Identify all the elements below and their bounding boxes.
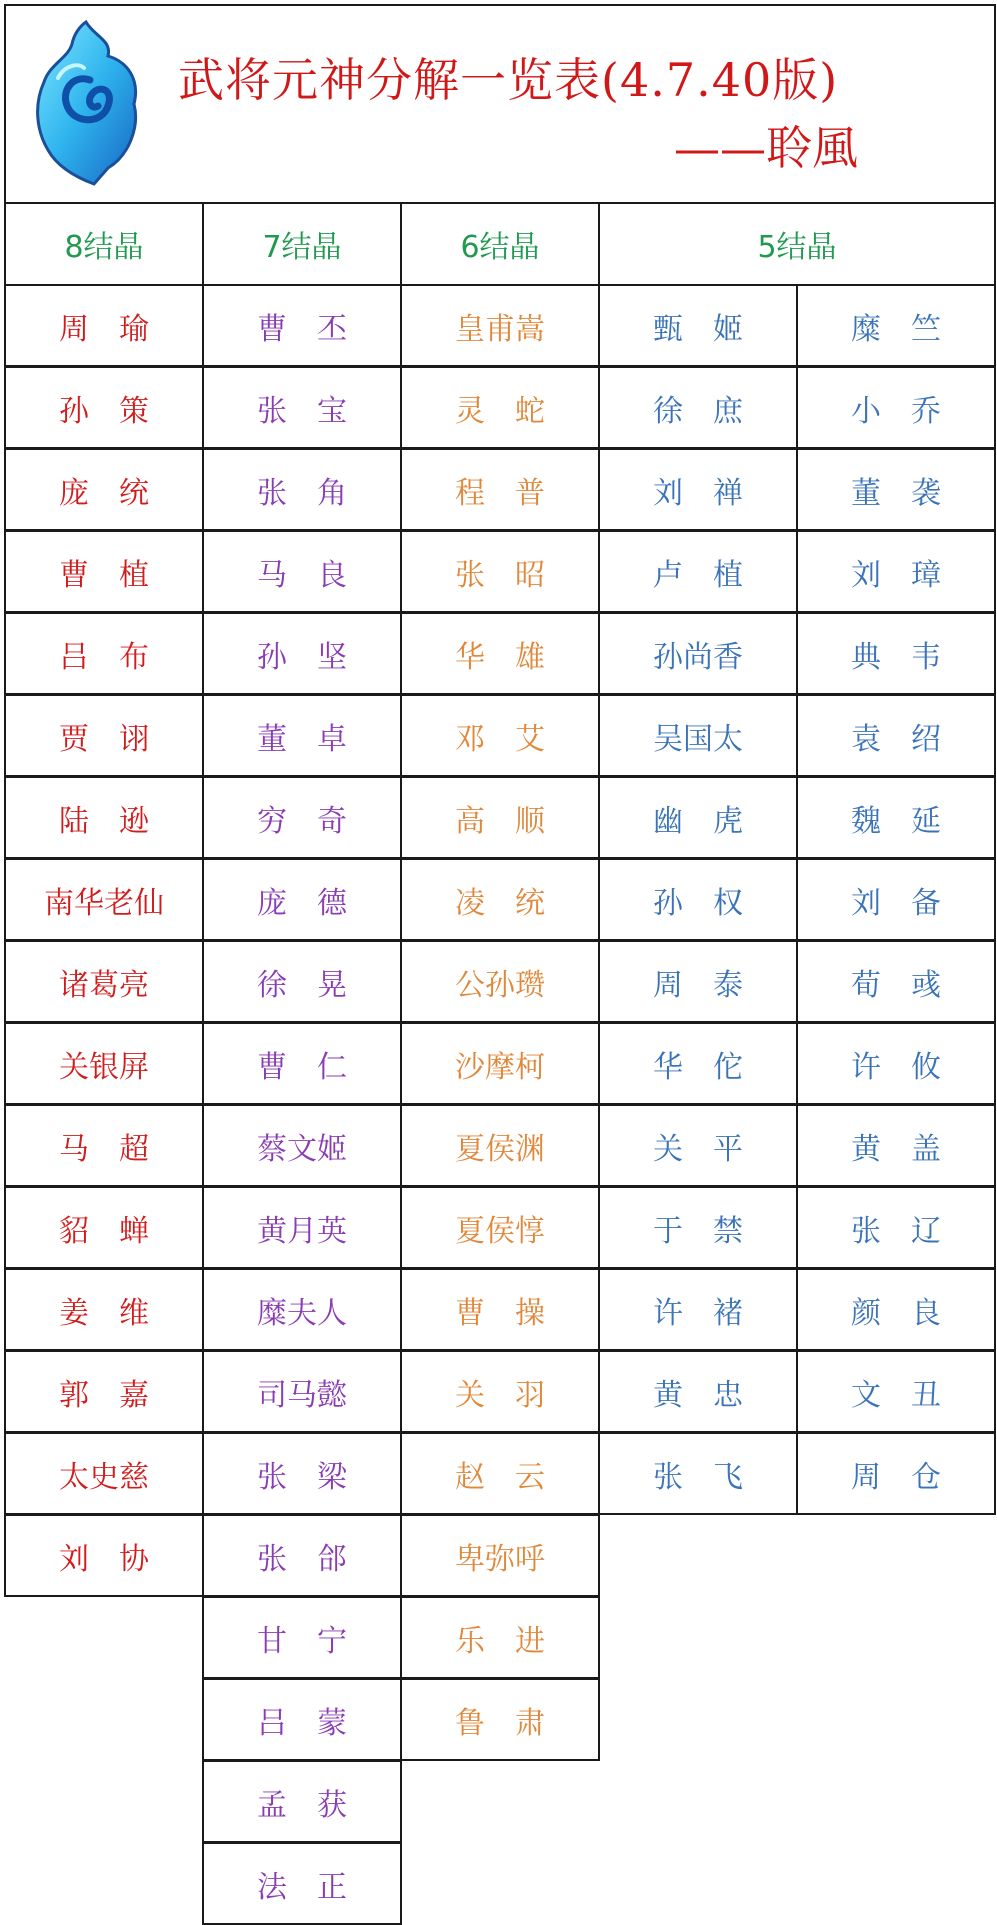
table-cell: 华 佗 bbox=[598, 1022, 798, 1105]
table-cell: 陆 逊 bbox=[4, 776, 204, 859]
table-cell: 蔡文姬 bbox=[202, 1104, 402, 1187]
column-header-7: 7结晶 bbox=[202, 202, 402, 286]
table-cell: 刘 璋 bbox=[796, 530, 996, 613]
table-cell: 庞 统 bbox=[4, 448, 204, 531]
table-cell: 袁 绍 bbox=[796, 694, 996, 777]
table-cell: 董 袭 bbox=[796, 448, 996, 531]
table-cell: 徐 庶 bbox=[598, 366, 798, 449]
table-header-banner bbox=[4, 4, 996, 204]
table-cell: 华 雄 bbox=[400, 612, 600, 695]
table-cell: 孙 坚 bbox=[202, 612, 402, 695]
table-cell: 甄 姬 bbox=[598, 284, 798, 367]
table-cell: 程 普 bbox=[400, 448, 600, 531]
table-cell: 司马懿 bbox=[202, 1350, 402, 1433]
table-cell: 张 辽 bbox=[796, 1186, 996, 1269]
table-cell: 鲁 肃 bbox=[400, 1678, 600, 1761]
table-cell: 糜 竺 bbox=[796, 284, 996, 367]
table-cell: 卑弥呼 bbox=[400, 1514, 600, 1597]
table-cell: 高 顺 bbox=[400, 776, 600, 859]
table-cell: 公孙瓒 bbox=[400, 940, 600, 1023]
table-cell: 幽 虎 bbox=[598, 776, 798, 859]
table-cell: 刘 备 bbox=[796, 858, 996, 941]
table-cell: 张 飞 bbox=[598, 1432, 798, 1515]
table-cell: 贾 诩 bbox=[4, 694, 204, 777]
table-cell: 关 平 bbox=[598, 1104, 798, 1187]
table-cell: 郭 嘉 bbox=[4, 1350, 204, 1433]
table-cell: 吴国太 bbox=[598, 694, 798, 777]
table-cell: 刘 禅 bbox=[598, 448, 798, 531]
table-cell: 孙 策 bbox=[4, 366, 204, 449]
table-cell: 小 乔 bbox=[796, 366, 996, 449]
table-cell: 乐 进 bbox=[400, 1596, 600, 1679]
table-cell: 荀 彧 bbox=[796, 940, 996, 1023]
table-cell: 夏侯惇 bbox=[400, 1186, 600, 1269]
table-cell: 南华老仙 bbox=[4, 858, 204, 941]
table-cell: 张 角 bbox=[202, 448, 402, 531]
table-cell: 貂 蝉 bbox=[4, 1186, 204, 1269]
table-cell: 凌 统 bbox=[400, 858, 600, 941]
table-cell: 沙摩柯 bbox=[400, 1022, 600, 1105]
table-cell: 皇甫嵩 bbox=[400, 284, 600, 367]
table-cell: 曹 操 bbox=[400, 1268, 600, 1351]
table-cell: 糜夫人 bbox=[202, 1268, 402, 1351]
table-cell: 张 宝 bbox=[202, 366, 402, 449]
table-cell: 关 羽 bbox=[400, 1350, 600, 1433]
table-cell: 邓 艾 bbox=[400, 694, 600, 777]
table-cell: 颜 良 bbox=[796, 1268, 996, 1351]
table-cell: 马 超 bbox=[4, 1104, 204, 1187]
table-cell: 穷 奇 bbox=[202, 776, 402, 859]
table-cell: 周 仓 bbox=[796, 1432, 996, 1515]
table-cell: 徐 晃 bbox=[202, 940, 402, 1023]
table-cell: 太史慈 bbox=[4, 1432, 204, 1515]
table-cell: 黄月英 bbox=[202, 1186, 402, 1269]
table-cell: 卢 植 bbox=[598, 530, 798, 613]
table-cell: 法 正 bbox=[202, 1842, 402, 1925]
table-cell: 灵 蛇 bbox=[400, 366, 600, 449]
column-header-5: 5结晶 bbox=[598, 202, 996, 286]
table-cell: 马 良 bbox=[202, 530, 402, 613]
table-cell: 许 褚 bbox=[598, 1268, 798, 1351]
table-cell: 于 禁 bbox=[598, 1186, 798, 1269]
table-cell: 张 梁 bbox=[202, 1432, 402, 1515]
table-cell: 曹 丕 bbox=[202, 284, 402, 367]
table-cell: 孙尚香 bbox=[598, 612, 798, 695]
table-cell: 赵 云 bbox=[400, 1432, 600, 1515]
table-cell: 董 卓 bbox=[202, 694, 402, 777]
blue-crystal-icon bbox=[28, 18, 148, 188]
table-cell: 周 瑜 bbox=[4, 284, 204, 367]
table-cell: 吕 布 bbox=[4, 612, 204, 695]
table-cell: 张 昭 bbox=[400, 530, 600, 613]
table-cell: 孟 获 bbox=[202, 1760, 402, 1843]
table-cell: 曹 仁 bbox=[202, 1022, 402, 1105]
table-cell: 许 攸 bbox=[796, 1022, 996, 1105]
table-cell: 姜 维 bbox=[4, 1268, 204, 1351]
table-cell: 夏侯渊 bbox=[400, 1104, 600, 1187]
table-cell: 庞 德 bbox=[202, 858, 402, 941]
table-cell: 黄 忠 bbox=[598, 1350, 798, 1433]
table-cell: 孙 权 bbox=[598, 858, 798, 941]
table-cell: 张 郃 bbox=[202, 1514, 402, 1597]
table-cell: 曹 植 bbox=[4, 530, 204, 613]
table-cell: 诸葛亮 bbox=[4, 940, 204, 1023]
table-cell: 黄 盖 bbox=[796, 1104, 996, 1187]
column-header-8: 8结晶 bbox=[4, 202, 204, 286]
table-cell: 甘 宁 bbox=[202, 1596, 402, 1679]
author-signature: ——聆風 bbox=[674, 121, 858, 175]
column-header-6: 6结晶 bbox=[400, 202, 600, 286]
table-cell: 关银屏 bbox=[4, 1022, 204, 1105]
table-cell: 典 韦 bbox=[796, 612, 996, 695]
table-cell: 周 泰 bbox=[598, 940, 798, 1023]
table-cell: 文 丑 bbox=[796, 1350, 996, 1433]
page-title: 武将元神分解一览表(4.7.40版) bbox=[178, 53, 839, 107]
table-cell: 刘 协 bbox=[4, 1514, 204, 1597]
table-cell: 吕 蒙 bbox=[202, 1678, 402, 1761]
table-cell: 魏 延 bbox=[796, 776, 996, 859]
